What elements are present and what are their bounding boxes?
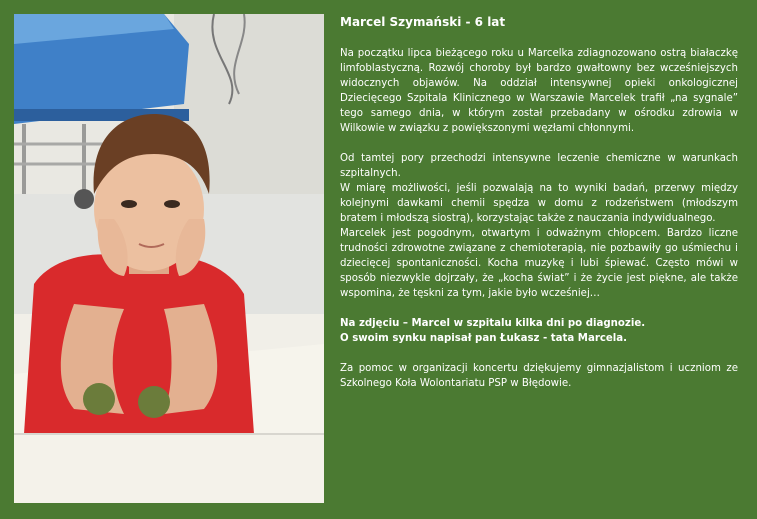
paragraph-treatment: Od tamtej pory przechodzi intensywne leczenie chemiczne w warunkach szpitalnych.: [340, 153, 738, 179]
paragraph-personality: Marcelek jest pogodnym, otwartym i odważnym chłopcem. Bardzo liczne trudności zdrowotne związane z chemioterapią, nie pozbawiły go uśmiechu i dziecięcej spontaniczności. Kocha muzykę i lubi śpiewać. Często mówi w sposób niezwykle dojrzały, że „kocha świat” i że życie jest piękne, ale także wspomina, że tęskni za tym, jakie było wcześniej…: [340, 228, 738, 299]
thanks-note: Za pomoc w organizacji koncertu dziękujemy gimnazjalistom i uczniom ze Szkolnego Koła Wolontariatu PSP w Błędowie.: [340, 363, 738, 389]
story-text: [340, 14, 738, 391]
page-title: Marcel Szymański - 6 lat: [340, 15, 506, 29]
author-note: O swoim synku napisał pan Łukasz - tata Marcela.: [340, 333, 628, 344]
paragraph-home: W miarę możliwości, jeśli pozwalają na to wyniki badań, przerwy między kolejnymi dawkami chemii spędza w domu z rodzeństwem (młodszym bratem i młodszą siostrą), korzystając także z nauczania indywidualnego.: [340, 183, 738, 224]
child-photo: [14, 14, 324, 503]
paragraph-diagnosis: Na początku lipca bieżącego roku u Marcelka zdiagnozowano ostrą białaczkę limfoblastyczną. Rozwój choroby był bardzo gwałtowny bez wcześniejszych widocznych objawów. Na oddział intensywnej opieki onkologicznej Dziecięcego Szpitala Klinicznego w Warszawie Marcelek trafił „na sygnale” tego samego dnia, w którym został przebadany w ośrodku zdrowia w Wilkowie w związku z powiększonymi węzłami chłonnymi.: [340, 48, 738, 134]
photo-caption: Na zdjęciu – Marcel w szpitalu kilka dni po diagnozie.: [340, 318, 646, 329]
